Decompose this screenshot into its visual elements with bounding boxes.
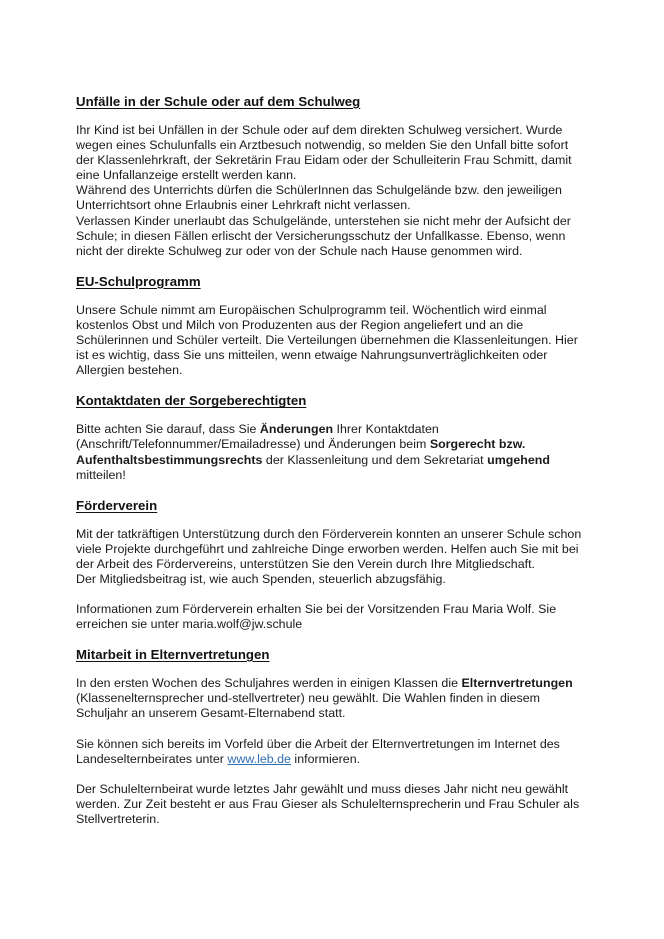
text: In den ersten Wochen des Schuljahres werden in einigen Klassen die <box>76 676 462 691</box>
section-elternvertretungen <box>76 647 588 827</box>
section-heading: Unfälle in der Schule oder auf dem Schulweg <box>76 94 361 109</box>
leb-link[interactable]: www.leb.de <box>227 751 291 766</box>
text: der Klassenleitung und dem Sekretariat <box>262 452 488 467</box>
paragraph: Informationen zum Förderverein erhalten Sie bei der Vorsitzenden Frau Maria Wolf. Sie erreichen sie unter maria.wolf@jw.schule <box>76 602 557 632</box>
emphasis: Elternvertretungen <box>461 676 573 691</box>
paragraph: Verlassen Kinder unerlaubt das Schulgelände, unterstehen sie nicht mehr der Aufsicht der Schule; in diesen Fällen erlischt der Versicherungsschutz der Unfallkasse. Ebenso, wenn nicht der direkte Schulweg zur oder von der Schule nach Hause genommen wird. <box>76 213 571 258</box>
paragraph <box>76 422 588 482</box>
section-kontaktdaten <box>76 393 588 482</box>
document-page <box>76 94 588 827</box>
section-heading: EU-Schulprogramm <box>76 273 201 289</box>
section-heading: Förderverein <box>76 497 158 513</box>
text: (Klassenelternsprecher und-stellvertreter) neu gewählt. Die Wahlen finden in diesem Schuljahr an unserem Gesamt-Elternabend statt. <box>76 691 541 721</box>
paragraph: Ihr Kind ist bei Unfällen in der Schule oder auf dem direkten Schulweg versichert. Wurde wegen eines Schulunfalls ein Arztbesuch notwendig, so melden Sie den Unfall bitte sofort der Klassenlehrkraft, der Sekretärin Frau Eidam oder der Schulleiterin Frau Schmitt, damit eine Unfallanzeige erstellt werden kann. <box>76 123 572 183</box>
paragraph: Der Mitgliedsbeitrag ist, wie auch Spenden, steuerlich abzugsfähig. <box>76 571 446 586</box>
paragraph: Mit der tatkräftigen Unterstützung durch den Förderverein konnten an unserer Schule schon viele Projekte durchgeführt und zahlreiche Dinge erworben werden. Helfen auch Sie mit bei der Arbeit des Fördervereins, unterstützen Sie den Verein durch Ihre Mitgliedschaft. <box>76 526 582 571</box>
emphasis: umgehend <box>487 452 550 467</box>
text: mitteilen! <box>76 467 126 482</box>
section-heading: Mitarbeit in Elternvertretungen <box>76 647 270 663</box>
emphasis: Sorgerecht bzw. Aufenthaltsbestimmungsrechts <box>76 437 526 467</box>
text: Ihrer Kontaktdaten (Anschrift/Telefonnummer/Emailadresse) und Änderungen beim <box>76 422 439 452</box>
section-foerderverein <box>76 498 588 633</box>
text: Sie können sich bereits im Vorfeld über die Arbeit der Elternvertretungen im Internet des Landeselternbeirates unter <box>76 736 560 766</box>
paragraph: Unsere Schule nimmt am Europäischen Schulprogramm teil. Wöchentlich wird einmal kostenlos Obst und Milch von Produzenten aus der Region angeliefert und an die Schülerinnen und Schüler verteilt. Die Verteilungen übernehmen die Klassenleitungen. Hier ist es wichtig, dass Sie uns mitteilen, wenn etwaige Nahrungsunverträglichkeiten oder Allergien bestehen. <box>76 302 578 378</box>
section-unfaelle <box>76 94 588 259</box>
emphasis: Änderungen <box>259 422 334 437</box>
paragraph: Der Schulelternbeirat wurde letztes Jahr gewählt und muss dieses Jahr nicht neu gewählt werden. Zur Zeit besteht er aus Frau Gieser als Schulelternsprecherin und Frau Schuler als Stellvertreterin. <box>76 781 580 826</box>
text: Bitte achten Sie darauf, dass Sie <box>76 422 260 437</box>
text: informieren. <box>290 751 361 766</box>
paragraph <box>76 737 588 767</box>
section-heading: Kontaktdaten der Sorgeberechtigten <box>76 393 307 409</box>
paragraph: Während des Unterrichts dürfen die SchülerInnen das Schulgelände bzw. den jeweiligen Unterrichtsort ohne Erlaubnis einer Lehrkraft nicht verlassen. <box>76 183 562 213</box>
section-eu-schulprogramm <box>76 274 588 378</box>
paragraph <box>76 676 588 721</box>
